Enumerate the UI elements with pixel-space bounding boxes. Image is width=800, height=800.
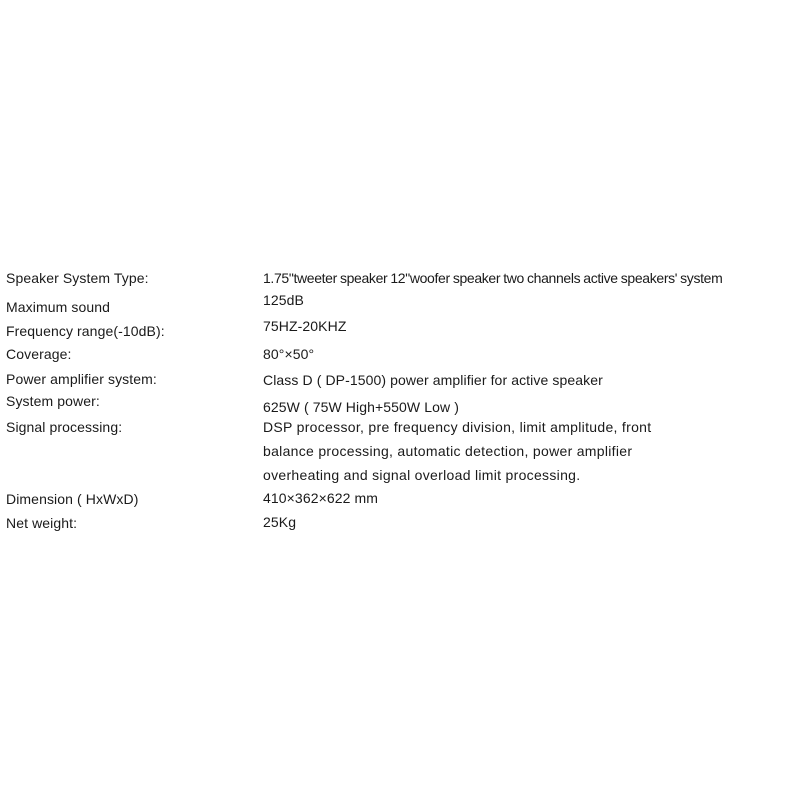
spec-label-maximum-sound: Maximum sound (6, 299, 111, 315)
spec-label-coverage: Coverage: (6, 346, 72, 362)
spec-value-coverage: 80°×50° (263, 346, 315, 362)
spec-label-system-power: System power: (6, 393, 100, 409)
spec-value-power-amplifier-system: Class D ( DP-1500) power amplifier for active speaker (263, 372, 603, 388)
spec-label-frequency-range: Frequency range(-10dB): (6, 323, 165, 339)
spec-value-net-weight: 25Kg (263, 514, 297, 530)
spec-value-speaker-system-type: 1.75"tweeter speaker 12"woofer speaker two channels active speakers' system (263, 270, 723, 286)
spec-value-signal-processing-line-2: balance processing, automatic detection, power amplifier (263, 443, 633, 459)
spec-label-dimension: Dimension ( HxWxD) (6, 491, 139, 507)
spec-value-frequency-range: 75HZ-20KHZ (263, 318, 347, 334)
spec-value-dimension: 410×362×622 mm (263, 490, 379, 506)
spec-label-power-amplifier-system: Power amplifier system: (6, 371, 157, 387)
spec-label-speaker-system-type: Speaker System Type: (6, 270, 149, 286)
spec-label-net-weight: Net weight: (6, 515, 78, 531)
spec-value-system-power: 625W ( 75W High+550W Low ) (263, 399, 459, 415)
spec-value-signal-processing-line-1: DSP processor, pre frequency division, limit amplitude, front (263, 419, 652, 435)
spec-label-signal-processing: Signal processing: (6, 419, 123, 435)
spec-value-signal-processing-line-3: overheating and signal overload limit processing. (263, 467, 581, 483)
spec-value-maximum-sound: 125dB (263, 292, 304, 308)
